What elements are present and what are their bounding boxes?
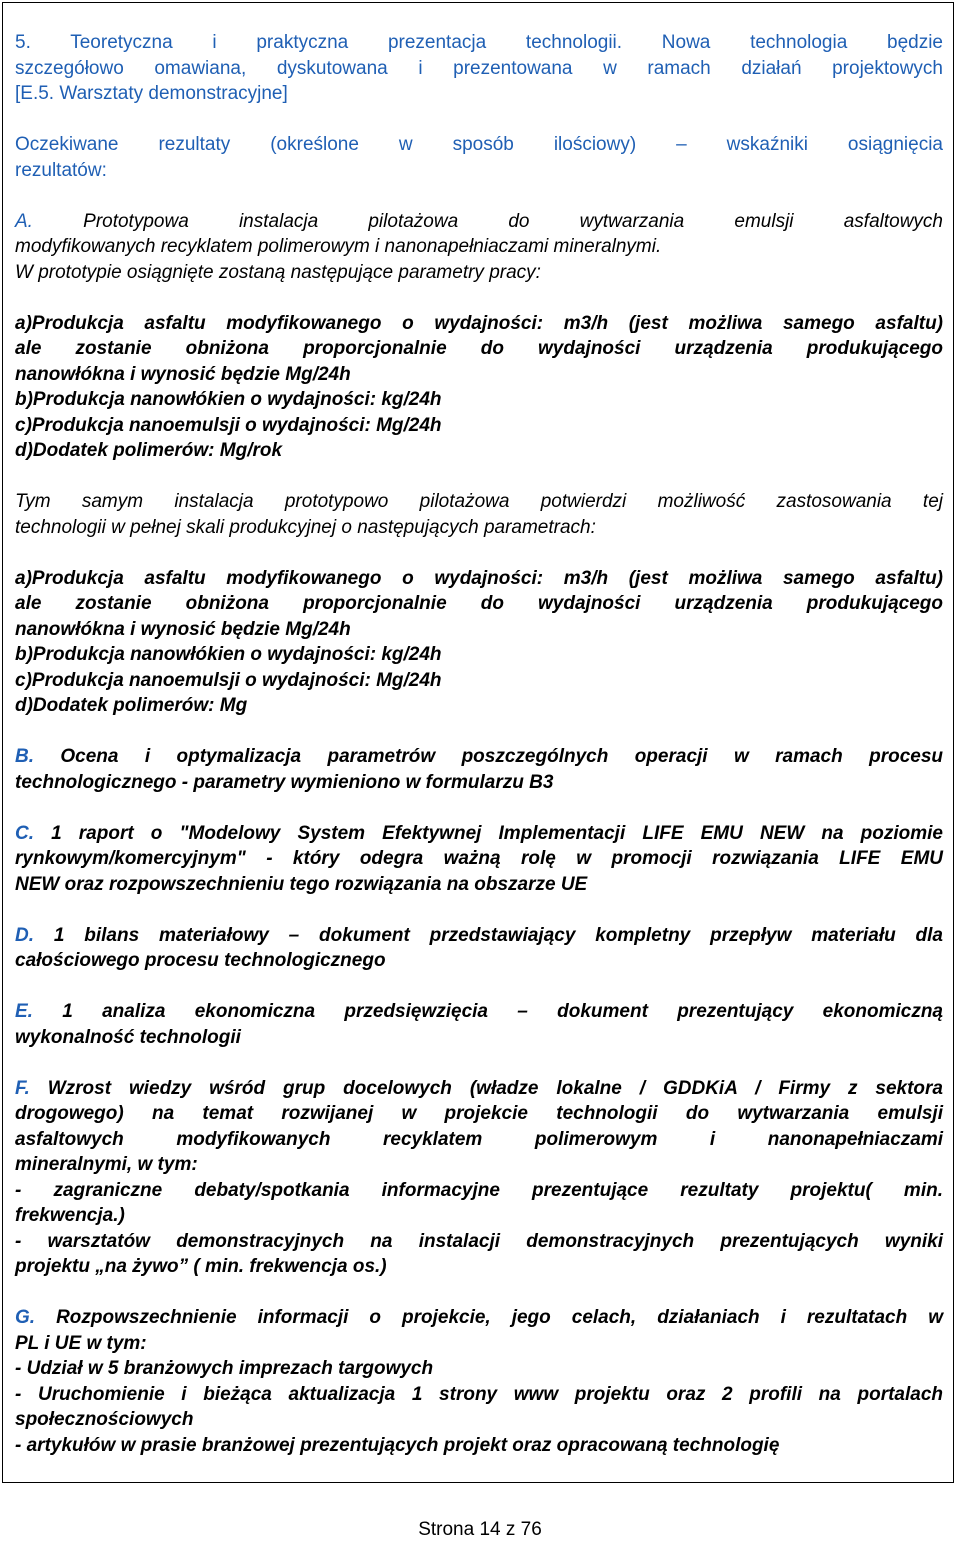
text-line: - artykułów w prasie branżowej prezentujących projekt oraz opracowaną technologię	[15, 1434, 780, 1456]
text-line: społecznościowych	[15, 1409, 194, 1430]
full-scale-paragraph	[15, 489, 943, 540]
text-line: d)Dodatek polimerów: Mg/rok	[15, 440, 283, 461]
line-text: 1 bilans materiałowy – dokument przedstawiający kompletny przepływ materiału dla	[34, 924, 943, 946]
document-body	[15, 30, 943, 1458]
page-number: Strona 14 z 76	[418, 1519, 542, 1540]
text-line: nanowłókna i wynosić będzie Mg/24h	[15, 363, 351, 385]
line-text: Ocena i optymalizacja parametrów poszczególnych operacji w ramach procesu	[34, 746, 943, 767]
item-letter: B.	[15, 746, 34, 767]
line-text: Rozpowszechnienie informacji o projekcie, jego celach, działaniach i rezultatach w	[35, 1307, 943, 1328]
result-f-knowledge-growth	[15, 1076, 943, 1280]
text-line: frekwencja.)	[15, 1205, 125, 1226]
text-line	[15, 1076, 943, 1102]
text-line: mineralnymi, w tym:	[15, 1154, 198, 1175]
text-line: asfaltowych modyfikowanych recyklatem polimerowym i nanonapełniaczami	[15, 1128, 943, 1150]
item-letter: E.	[15, 1001, 33, 1022]
text-line: ale zostanie obniżona proporcjonalnie do wydajności urządzenia produkującego	[15, 593, 943, 614]
text-line: drogowego) na temat rozwijanej w projekcie technologii do wytwarzania emulsji	[15, 1103, 943, 1124]
text-line: a)Produkcja asfaltu modyfikowanego o wydajności: m3/h (jest możliwa samego asfaltu)	[15, 567, 943, 589]
text-line: rezultatów:	[15, 159, 107, 181]
text-line	[15, 209, 943, 235]
text-line: wykonalność technologii	[15, 1026, 241, 1048]
text-line: c)Produkcja nanoemulsji o wydajności: Mg/24h	[15, 669, 442, 691]
section-5-technology-presentation	[15, 30, 943, 107]
text-line: projektu „na żywo” ( min. frekwencja os.)	[15, 1256, 387, 1277]
line-text: 1 analiza ekonomiczna przedsięwzięcia – dokument prezentujący ekonomiczną	[32, 1001, 943, 1022]
text-line: W prototypie osiągnięte zostaną następujące parametry pracy:	[15, 261, 541, 283]
text-line: a)Produkcja asfaltu modyfikowanego o wydajności: m3/h (jest możliwa samego asfaltu)	[15, 312, 943, 334]
text-line: - Uruchomienie i bieżąca aktualizacja 1 strony www projektu oraz 2 profili na portalach	[15, 1383, 943, 1405]
text-line: - warsztatów demonstracyjnych na instalacji demonstracyjnych prezentujących wyniki	[15, 1230, 943, 1252]
text-line	[15, 744, 943, 770]
expected-results-heading	[15, 132, 943, 183]
text-line: technologii w pełnej skali produkcyjnej o następujących parametrach:	[15, 516, 596, 538]
text-line: całościowego procesu technologicznego	[15, 950, 386, 971]
text-line: modyfikowanych recyklatem polimerowym i nanonapełniaczami mineralnymi.	[15, 236, 662, 257]
text-line: c)Produkcja nanoemulsji o wydajności: Mg/24h	[15, 414, 442, 436]
text-line	[15, 1305, 943, 1331]
result-e-economic-analysis	[15, 999, 943, 1050]
text-line: nanowłókna i wynosić będzie Mg/24h	[15, 618, 351, 640]
result-d-material-balance	[15, 923, 943, 974]
text-line: b)Produkcja nanowłókien o wydajności: kg/24h	[15, 644, 442, 665]
text-line: - zagraniczne debaty/spotkania informacyjne prezentujące rezultaty projektu( min.	[15, 1179, 943, 1201]
text-line: b)Produkcja nanowłókien o wydajności: kg/24h	[15, 389, 442, 410]
text-line: NEW oraz rozpowszechnieniu tego rozwiązania na obszarze UE	[15, 873, 588, 895]
item-letter: C.	[15, 822, 34, 844]
text-line: PL i UE w tym:	[15, 1332, 147, 1354]
item-letter: D.	[15, 924, 34, 946]
text-line	[15, 821, 943, 847]
text-line: [E.5. Warsztaty demonstracyjne]	[15, 83, 288, 104]
result-b-optimization	[15, 744, 943, 795]
text-line: rynkowym/komercyjnym" - który odegra ważną rolę w promocji rozwiązania LIFE EMU	[15, 848, 943, 869]
text-line: technologicznego - parametry wymieniono w formularzu B3	[15, 771, 554, 793]
item-letter: F.	[15, 1077, 30, 1099]
text-line: - Udział w 5 branżowych imprezach targowych	[15, 1358, 434, 1379]
text-line	[15, 999, 943, 1025]
result-c-report	[15, 821, 943, 898]
item-letter: G.	[15, 1307, 36, 1328]
result-g-dissemination	[15, 1305, 943, 1458]
text-line	[15, 923, 943, 949]
text-line: szczegółowo omawiana, dyskutowana i prezentowana w ramach działań projektowych	[15, 57, 943, 79]
full-scale-parameters-list	[15, 566, 943, 719]
text-line: Oczekiwane rezultaty (określone w sposób ilościowy) – wskaźniki osiągnięcia	[15, 134, 943, 155]
text-line: ale zostanie obniżona proporcjonalnie do wydajności urządzenia produkującego	[15, 338, 943, 359]
prototype-parameters-list	[15, 311, 943, 464]
line-text: 1 raport o "Modelowy System Efektywnej Implementacji LIFE EMU NEW na poziomie	[34, 822, 943, 844]
text-line: Tym samym instalacja prototypowo pilotażowa potwierdzi możliwość zastosowania tej	[15, 491, 943, 512]
line-text: Prototypowa instalacja pilotażowa do wytwarzania emulsji asfaltowych	[32, 210, 943, 232]
text-line: d)Dodatek polimerów: Mg	[15, 695, 248, 716]
line-text: Wzrost wiedzy wśród grup docelowych (władze lokalne / GDDKiA / Firmy z sektora	[29, 1077, 943, 1099]
result-a-pilot-installation	[15, 209, 943, 286]
text-line: 5. Teoretyczna i praktyczna prezentacja technologii. Nowa technologia będzie	[15, 32, 943, 53]
item-letter: A.	[15, 210, 33, 232]
